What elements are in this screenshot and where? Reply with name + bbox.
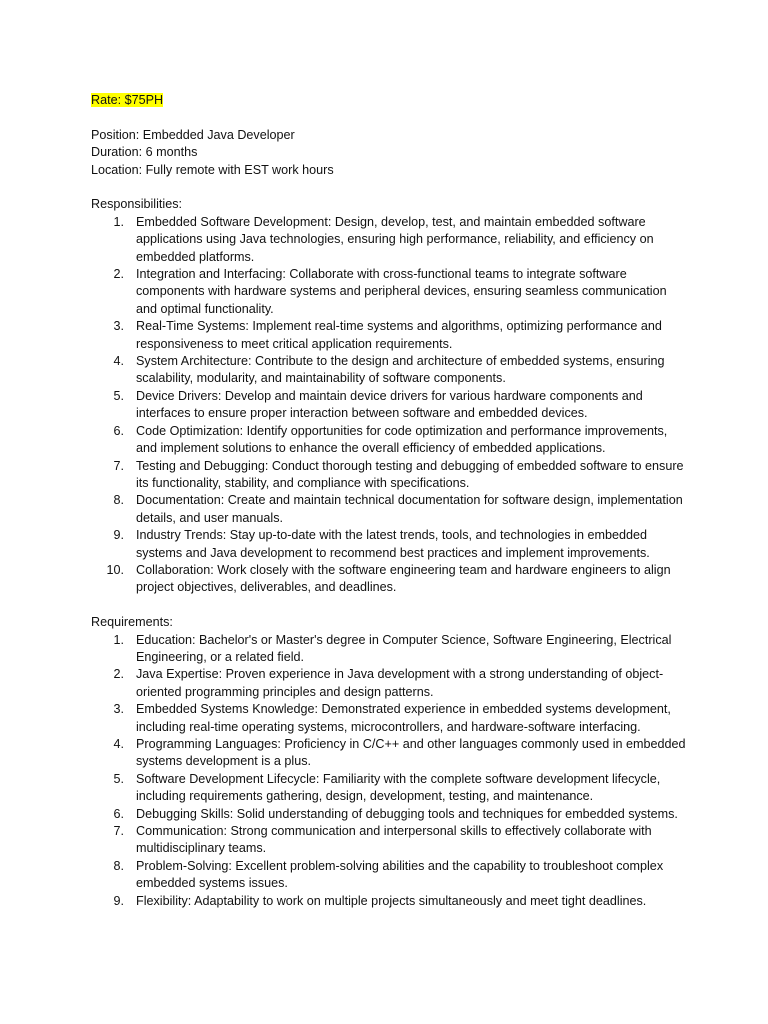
list-item [91,388,691,423]
item-text: Flexibility: Adaptability to work on multiple projects simultaneously and meet tight deadlines. [136,893,647,908]
item-number: 9. [113,893,124,908]
list-item [91,736,691,771]
list-item [91,632,691,667]
item-number: 3. [113,702,124,717]
requirements-list [91,632,691,911]
item-text: Communication: Strong communication and interpersonal skills to effectively collaborate with multidisciplinary teams. [136,824,652,856]
item-number: 5. [113,771,124,786]
item-number: 5. [113,388,124,403]
rate-line [91,92,691,109]
position-line: Position: Embedded Java Developer [91,127,295,142]
item-number: 8. [113,493,124,508]
rate-highlight: Rate: $75PH [91,93,164,107]
list-item [91,353,691,388]
spacer [91,109,691,126]
item-text: Industry Trends: Stay up-to-date with the latest trends, tools, and technologies in embedded systems and Java development to recommend best practices and implement improvements. [136,528,650,560]
item-text: Java Expertise: Proven experience in Java development with a strong understanding of object-oriented programming principles and design patterns. [136,667,664,699]
list-item [91,823,691,858]
list-item [91,806,691,823]
item-number: 6. [113,423,124,438]
document-page [91,92,691,910]
item-text: Software Development Lifecycle: Familiarity with the complete software development lifecycle, including requirements gathering, design, development, testing, and maintenance. [136,771,661,804]
spacer [91,179,691,196]
location-line: Location: Fully remote with EST work hours [91,162,334,177]
item-text: Testing and Debugging: Conduct thorough testing and debugging of embedded software to ensure its functionality, stability, and compliance with specifications. [136,458,684,490]
item-number: 2. [113,267,124,282]
list-item [91,492,691,527]
item-number: 9. [113,528,124,543]
item-text: Device Drivers: Develop and maintain device drivers for various hardware components and interfaces to ensure proper interaction between software and embedded devices. [136,388,643,421]
item-text: Problem-Solving: Excellent problem-solving abilities and the capability to troubleshoot complex embedded systems issues. [136,858,664,891]
item-text: Programming Languages: Proficiency in C/C++ and other languages commonly used in embedded systems development is a plus. [136,736,686,769]
spacer [91,597,691,614]
item-number: 1. [113,214,124,229]
item-number: 4. [113,736,124,751]
list-item [91,214,691,266]
item-number: 4. [113,354,124,369]
item-text: Code Optimization: Identify opportunities for code optimization and performance improvements, and implement solutions to enhance the overall efficiency of embedded applications. [136,423,668,456]
item-number: 6. [113,806,124,821]
item-number: 7. [113,824,124,839]
list-item [91,666,691,701]
item-text: System Architecture: Contribute to the design and architecture of embedded systems, ensuring scalability, modularity, and maintainability of software components. [136,354,665,386]
item-text: Documentation: Create and maintain technical documentation for software design, implementation details, and user manuals. [136,493,683,525]
item-number: 1. [113,632,124,647]
item-number: 3. [113,319,124,334]
list-item [91,562,691,597]
item-text: Education: Bachelor's or Master's degree in Computer Science, Software Engineering, Electrical Engineering, or a related field. [136,632,672,664]
item-number: 2. [113,667,124,682]
list-item [91,893,691,910]
item-number: 7. [113,458,124,473]
item-text: Embedded Systems Knowledge: Demonstrated experience in embedded systems development, including real-time operating systems, microcontrollers, and hardware-software interfacing. [136,702,671,734]
item-text: Real-Time Systems: Implement real-time systems and algorithms, optimizing performance and responsiveness to meet critical application requirements. [136,319,662,351]
item-text: Collaboration: Work closely with the software engineering team and hardware engineers to align project objectives, deliverables, and deadlines. [136,562,671,595]
item-text: Integration and Interfacing: Collaborate with cross-functional teams to integrate software components with hardware systems and peripheral devices, ensuring seamless communication and optimal functionality. [136,267,667,316]
item-text: Debugging Skills: Solid understanding of debugging tools and techniques for embedded systems. [136,806,678,821]
item-text: Embedded Software Development: Design, develop, test, and maintain embedded software applications using Java technologies, ensuring high performance, reliability, and efficiency on embedded platforms. [136,214,654,264]
responsibilities-heading: Responsibilities: [91,197,182,212]
list-item [91,771,691,806]
responsibilities-list [91,214,691,597]
list-item [91,266,691,318]
item-number: 10. [106,562,124,577]
requirements-heading: Requirements: [91,615,173,630]
list-item [91,858,691,893]
list-item [91,423,691,458]
list-item [91,527,691,562]
item-number: 8. [113,858,124,873]
list-item [91,701,691,736]
duration-line: Duration: 6 months [91,145,198,160]
list-item [91,458,691,493]
list-item [91,318,691,353]
